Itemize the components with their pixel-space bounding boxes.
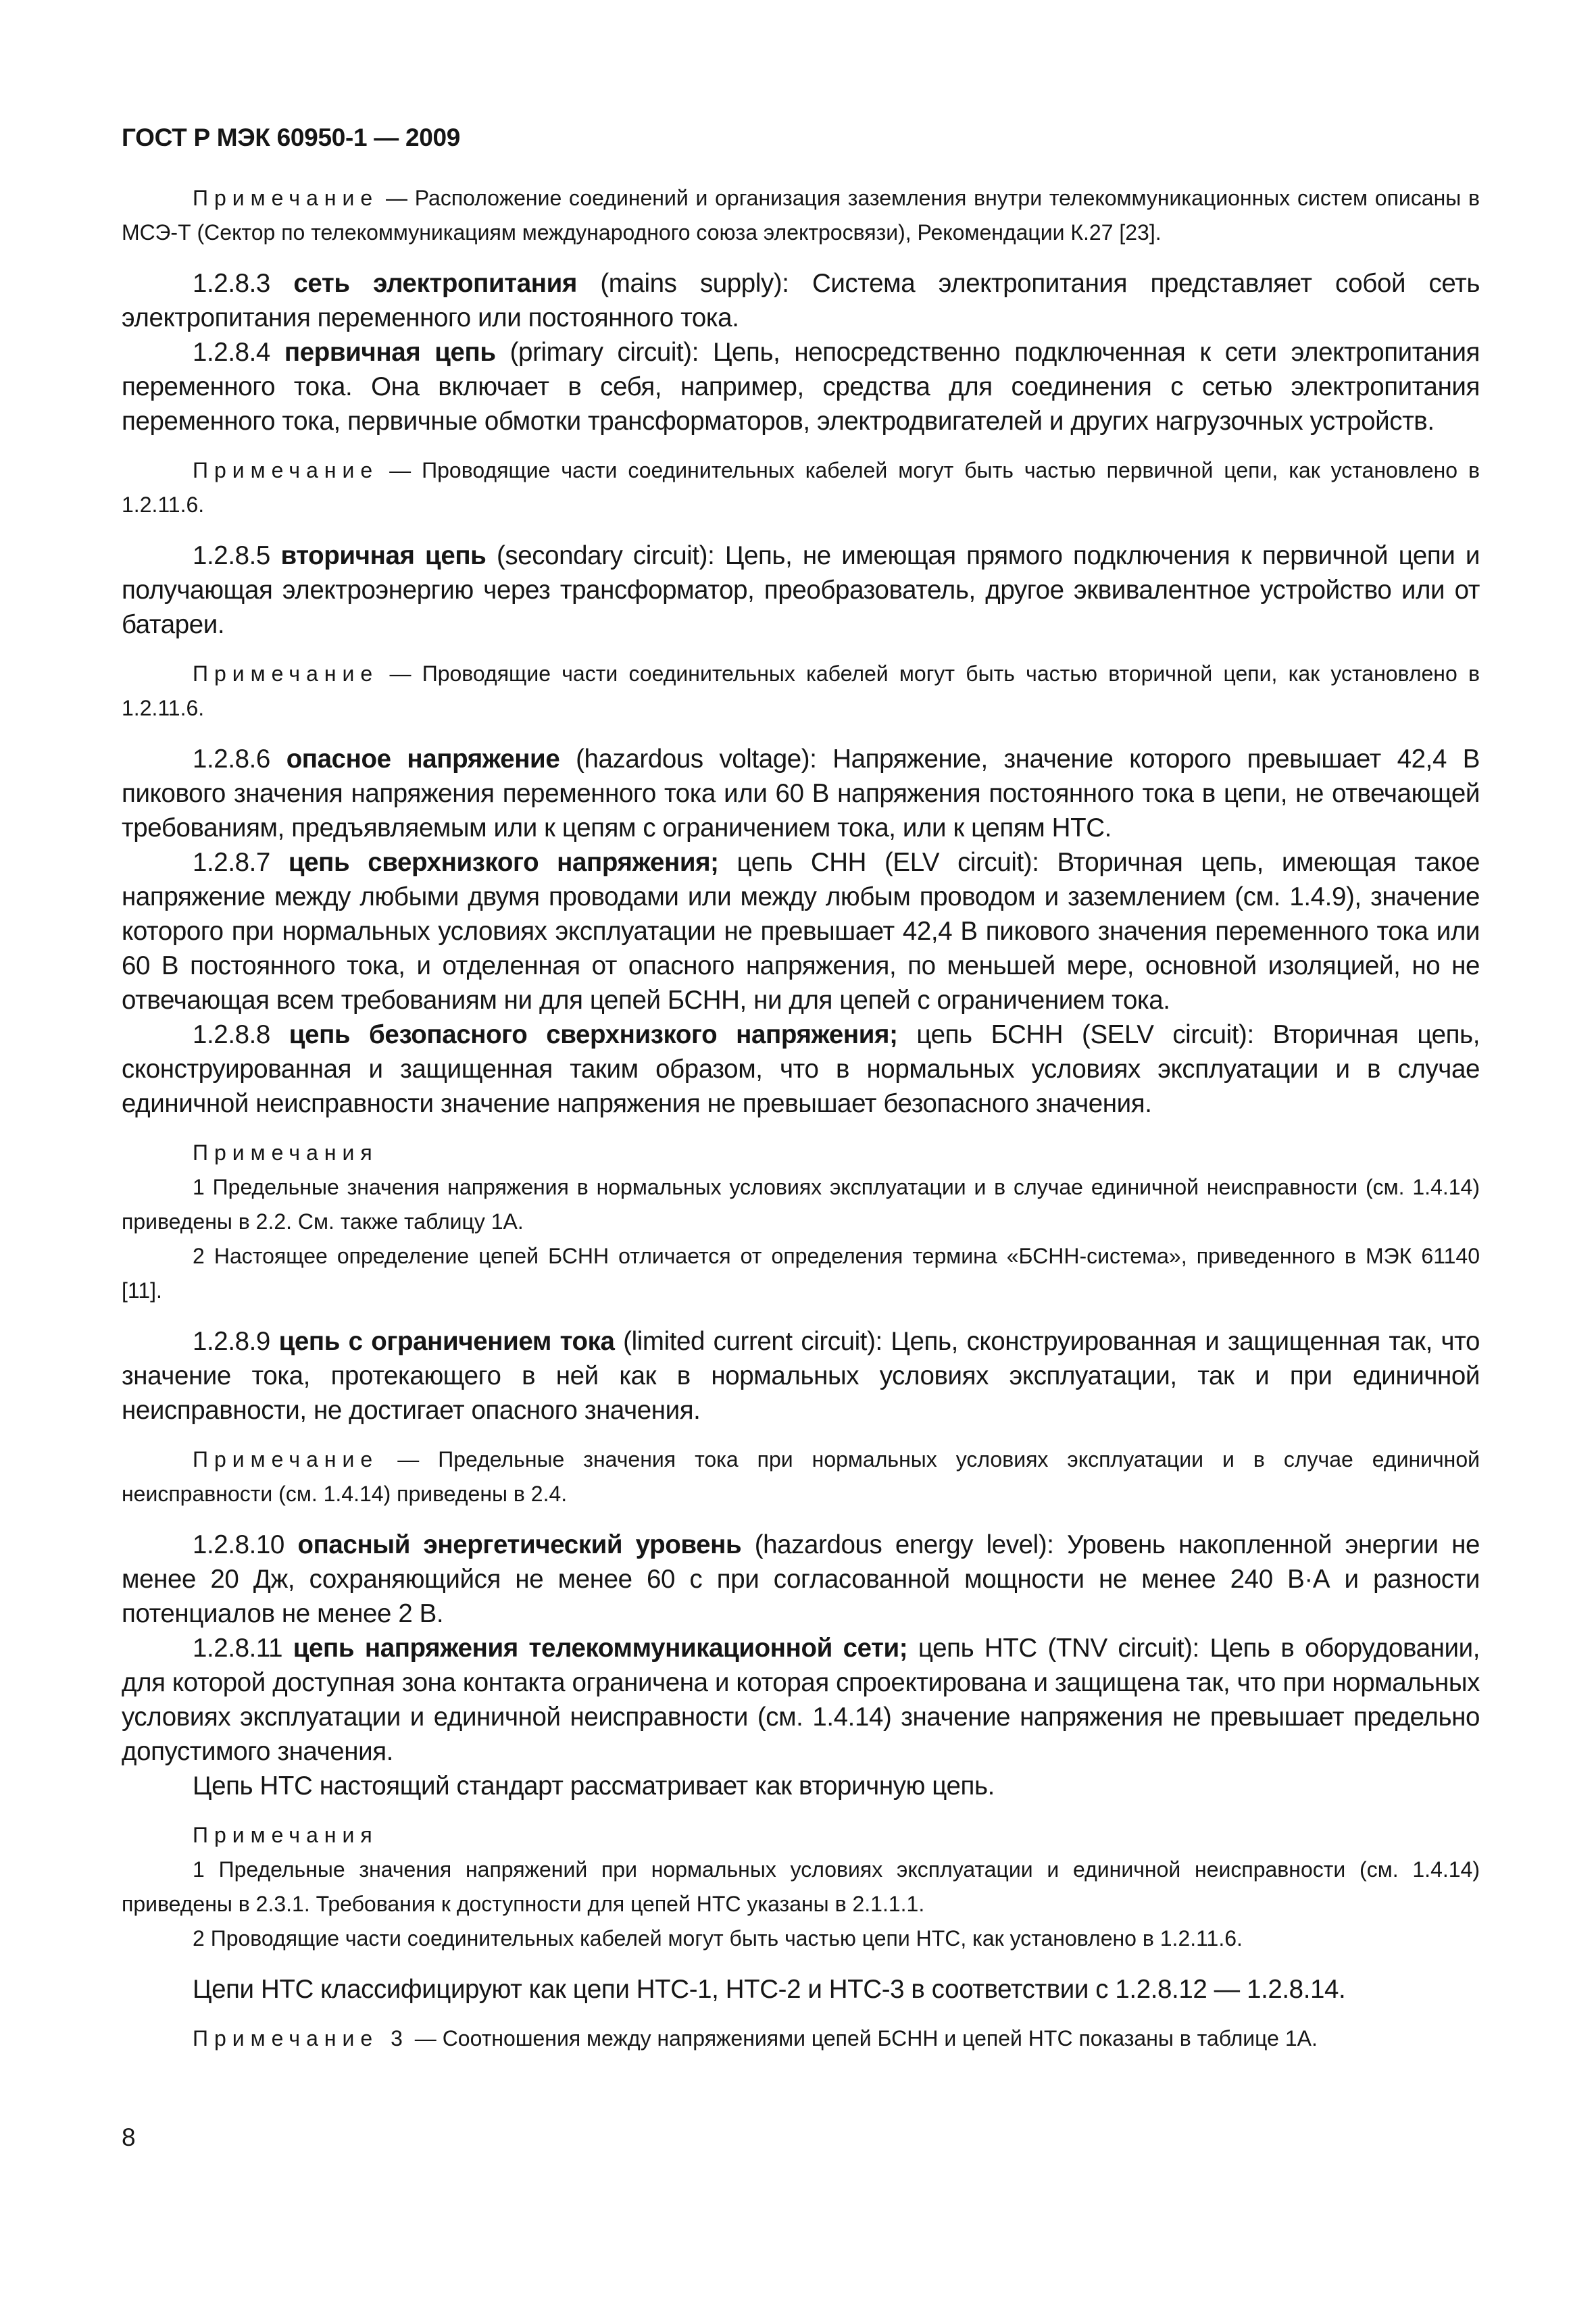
definition-text: цепь БСНН (SELV circuit): Вторичная цепь, сконструированная и защищенная таким образом, что в нормальных условиях эксплуатации и в случае единичной неисправности значение напряжения не превышает безопасного значения. <box>122 1020 1480 1118</box>
term: цепь с ограничением тока <box>278 1327 615 1356</box>
term: вторичная цепь <box>280 541 487 570</box>
clause-number: 1.2.8.4 <box>193 338 284 367</box>
clause-number: 1.2.8.3 <box>193 269 294 298</box>
note-text: — Проводящие части соединительных кабелей могут быть частью вторичной цепи, как установлено в 1.2.11.6. <box>122 661 1480 720</box>
clause-number: 1.2.8.5 <box>193 541 281 570</box>
note-label: Примечание <box>193 661 379 686</box>
clause-number: 1.2.8.10 <box>193 1530 298 1559</box>
definition-paragraph <box>122 266 1480 335</box>
term: первичная цепь <box>284 338 496 367</box>
definition-text: (limited current circuit): Цепь, сконструированная и защищенная так, что значение тока, протекающего в ней как в нормальных условиях эксплуатации, так и при единичной неисправности, не достигает опасного значения. <box>122 1327 1480 1425</box>
definition-text: цепь НТС (TNV circuit): Цепь в оборудовании, для которой доступная зона контакта ограничена и которая спроектирована и защищена так, что при нормальных условиях эксплуатации и единичной неисправности (см. 1.4.14) значение напряжения не превышает предельно допустимого значения. <box>122 1634 1480 1766</box>
term: цепь напряжения телекоммуникационной сети; <box>293 1634 908 1663</box>
note <box>122 453 1480 522</box>
note-text: — Проводящие части соединительных кабелей могут быть частью первичной цепи, как установлено в 1.2.11.6. <box>122 458 1480 517</box>
page-number: 8 <box>122 2123 136 2151</box>
note-label: Примечание 3 <box>193 2026 409 2051</box>
note-item: 2 Проводящие части соединительных кабелей могут быть частью цепи НТС, как установлено в 1.2.11.6. <box>193 1926 1243 1951</box>
definition-text: (hazardous energy level): Уровень накопленной энергии не менее 20 Дж, сохраняющийся не менее 60 с при согласованной мощности не менее 240 В·А и разности потенциалов не менее 2 В. <box>122 1530 1480 1628</box>
clause-number: 1.2.8.11 <box>193 1634 293 1663</box>
term: цепь сверхнизкого напряжения; <box>288 848 719 877</box>
note <box>122 657 1480 726</box>
definition-paragraph <box>122 1528 1480 1631</box>
definition-paragraph <box>122 1324 1480 1428</box>
clause-number: 1.2.8.7 <box>193 848 289 877</box>
note-text: — Предельные значения тока при нормальных условиях эксплуатации и в случае единичной неисправности (см. 1.4.14) приведены в 2.4. <box>122 1447 1480 1506</box>
document-header: ГОСТ Р МЭК 60950-1 — 2009 <box>122 124 461 151</box>
note-item: 1 Предельные значения напряжения в нормальных условиях эксплуатации и в случае единичной неисправности (см. 1.4.14) приведены в 2.2. См. также таблицу 1А. <box>122 1175 1480 1234</box>
clause-number: 1.2.8.9 <box>193 1327 279 1356</box>
note-text: — Расположение соединений и организация заземления внутри телекоммуникационных систем описаны в МСЭ-Т (Сектор по телекоммуникациям международного союза электросвязи), Рекомендации К.27 [23]. <box>122 186 1480 245</box>
term: цепь безопасного сверхнизкого напряжения; <box>289 1020 898 1049</box>
clause-number: 1.2.8.6 <box>193 745 286 774</box>
term: сеть электропитания <box>293 269 577 298</box>
definition-text: (hazardous voltage): Напряжение, значение которого превышает 42,4 В пикового значения напряжения переменного тока или 60 В напряжения постоянного тока в цепи, не отвечающей требованиям, предъявляемым или к цепям с ограничением тока, или к цепям НТС. <box>122 745 1480 842</box>
term: опасный энергетический уровень <box>297 1530 742 1559</box>
definition-text: (secondary circuit): Цепь, не имеющая прямого подключения к первичной цепи и получающая электроэнергию через трансформатор, преобразователь, другое эквивалентное устройство или от батареи. <box>122 541 1480 639</box>
note <box>122 2021 1480 2056</box>
notes-heading: Примечания <box>193 1140 378 1165</box>
note-label: Примечание <box>193 1447 379 1472</box>
note-text: — Соотношения между напряжениями цепей БСНН и цепей НТС показаны в таблице 1А. <box>408 2026 1318 2051</box>
body-paragraph: Цепи НТС классифицируют как цепи НТС-1, НТС-2 и НТС-3 в соответствии с 1.2.8.12 — 1.2.8.14. <box>193 1975 1346 2004</box>
note-item: 1 Предельные значения напряжений при нормальных условиях эксплуатации и единичной неисправности (см. 1.4.14) приведены в 2.3.1. Требования к доступности для цепей НТС указаны в 2.1.1.1. <box>122 1857 1480 1916</box>
definition-text: (mains supply): Система электропитания представляет собой сеть электропитания переменного или постоянного тока. <box>122 269 1480 332</box>
note <box>122 181 1480 250</box>
definition-text: (primary circuit): Цепь, непосредственно подключенная к сети электропитания переменного тока. Она включает в себя, например, средства для соединения с сетью электропитания переменного тока, первичные обмотки трансформаторов, электродвигателей и других нагрузочных устройств. <box>122 338 1480 436</box>
clause-number: 1.2.8.8 <box>193 1020 289 1049</box>
note-label: Примечание <box>193 458 379 482</box>
note-item: 2 Настоящее определение цепей БСНН отличается от определения термина «БСНН-система», приведенного в МЭК 61140 [11]. <box>122 1244 1480 1303</box>
definition-paragraph <box>122 845 1480 1017</box>
definition-paragraph <box>122 1631 1480 1769</box>
definition-paragraph <box>122 1017 1480 1121</box>
note <box>122 1442 1480 1511</box>
definition-text: цепь СНН (ELV circuit): Вторичная цепь, имеющая такое напряжение между любыми двумя проводами или между любым проводом и заземлением (см. 1.4.9), значение которого при нормальных условиях эксплуатации не превышает 42,4 В пикового значения переменного тока или 60 В постоянного тока, и отделенная от опасного напряжения, по меньшей мере, основной изоляцией, но не отвечающая всем требованиям ни для цепей БСНН, ни для цепей с ограничением тока. <box>122 848 1480 1015</box>
definition-paragraph <box>122 742 1480 845</box>
definition-paragraph <box>122 335 1480 438</box>
note-label: Примечание <box>193 186 379 210</box>
document-page <box>122 122 1480 2056</box>
definition-paragraph <box>122 538 1480 642</box>
term: опасное напряжение <box>286 745 560 774</box>
body-paragraph: Цепь НТС настоящий стандарт рассматривает как вторичную цепь. <box>193 1771 995 1801</box>
notes-heading: Примечания <box>193 1823 378 1847</box>
